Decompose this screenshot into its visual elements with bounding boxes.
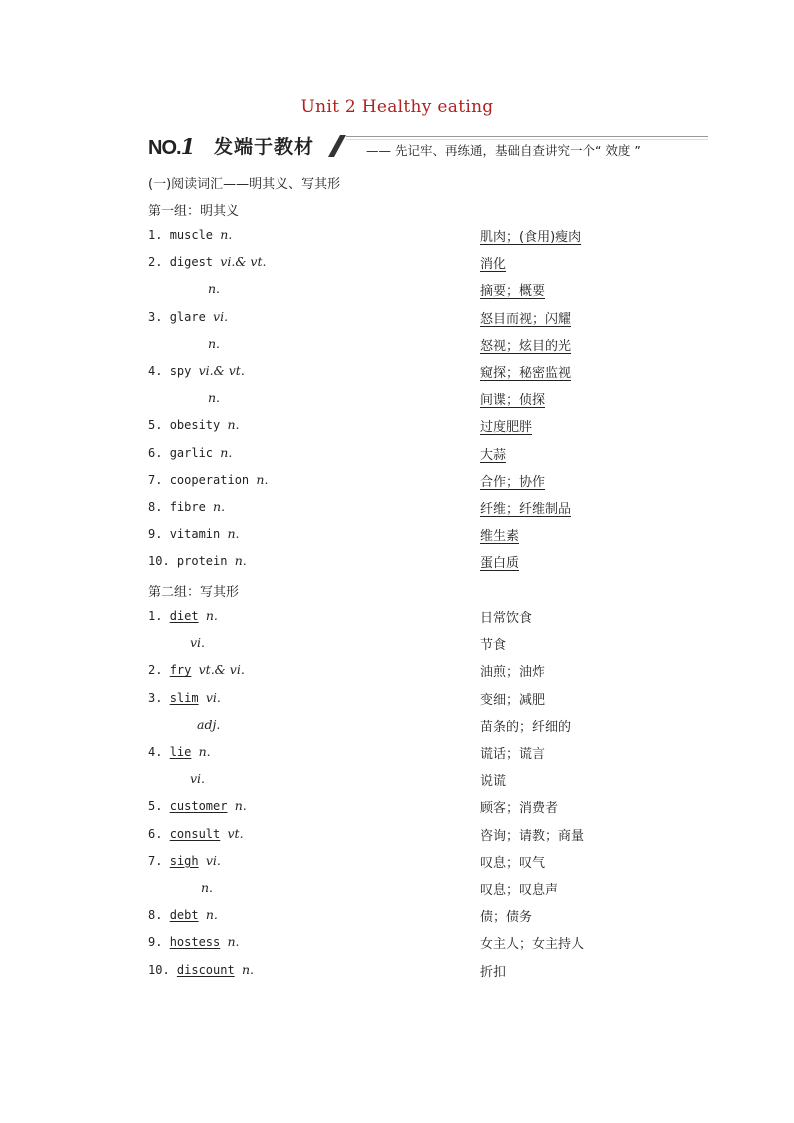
vocab-pos: n. (227, 934, 240, 950)
vocab-english (148, 934, 240, 949)
vocab-meaning: 顾客；消费者 (480, 801, 559, 817)
vocab-row (0, 336, 794, 356)
vocab-row (0, 798, 794, 818)
vocab-english (190, 635, 205, 650)
banner-rule (346, 136, 708, 137)
vocab-pos: vi.& vt. (220, 254, 267, 270)
vocab-english (148, 608, 218, 623)
vocab-pos: n. (227, 417, 240, 433)
vocab-number: 2. (148, 663, 170, 678)
vocab-pos: vt. (227, 825, 244, 841)
vocab-english (190, 771, 205, 786)
banner-rule-light (346, 139, 708, 140)
vocab-meaning: 说谎 (480, 774, 507, 790)
vocab-english (148, 744, 211, 759)
vocab-pos: n. (208, 281, 221, 297)
vocab-english (148, 254, 266, 269)
vocab-row (0, 417, 794, 437)
section-number-digit: 1 (180, 134, 195, 159)
vocab-word: sigh (169, 853, 199, 868)
vocab-pos: n. (234, 798, 247, 814)
vocab-pos: n. (201, 880, 214, 895)
vocab-english (148, 526, 240, 541)
vocab-english (148, 472, 268, 487)
vocab-pos: vi.& vt. (198, 363, 245, 378)
vocab-meaning: 怒视；炫目的光 (480, 338, 572, 354)
vocab-pos: n. (205, 907, 218, 923)
vocab-row (0, 553, 794, 573)
vocab-word: obesity (169, 418, 221, 433)
vocab-word: muscle (169, 228, 214, 242)
vocab-word: digest (169, 255, 214, 270)
vocab-row (0, 390, 794, 410)
vocab-english (148, 907, 218, 922)
vocab-number: 10. (148, 962, 177, 977)
vocab-english (148, 553, 247, 568)
group2-label: 第二组：写其形 (148, 585, 240, 600)
vocab-english (208, 336, 220, 351)
vocab-number: 8. (148, 500, 170, 514)
vocab-number: 4. (148, 364, 170, 378)
vocab-english (148, 853, 221, 868)
vocab-row (0, 499, 794, 519)
vocab-pos: n. (198, 744, 211, 759)
vocab-row (0, 690, 794, 710)
vocab-row (0, 744, 794, 764)
vocab-meaning: 变细；减肥 (480, 692, 546, 708)
vocab-english (148, 417, 240, 432)
vocab-row (0, 281, 794, 301)
vocab-meaning: 叹息；叹气 (480, 855, 546, 871)
vocab-word: consult (169, 826, 221, 841)
vocab-row (0, 608, 794, 628)
vocab-meaning: 摘要；概要 (480, 284, 546, 300)
vocab-meaning: 咨询；请教；商量 (480, 828, 585, 844)
vocab-word: protein (176, 554, 228, 569)
vocab-row (0, 526, 794, 546)
vocab-pos: n. (241, 961, 254, 977)
vocab-row (0, 907, 794, 927)
vocab-word: diet (169, 609, 199, 623)
vocab-number: 1. (148, 609, 170, 623)
vocab-english (148, 445, 232, 460)
vocab-english (208, 390, 220, 405)
vocab-pos: n. (208, 335, 221, 351)
vocab-word: hostess (169, 935, 221, 950)
section-number-prefix: NO. (148, 137, 181, 159)
vocab-number: 9. (148, 935, 170, 950)
vocab-english (148, 798, 247, 813)
vocab-number: 5. (148, 799, 170, 814)
vocab-number: 8. (148, 908, 170, 923)
vocab-row (0, 962, 794, 982)
part-heading: (一)阅读词汇——明其义、写其形 (148, 177, 341, 192)
vocab-english (197, 717, 220, 732)
vocab-pos: n. (220, 444, 233, 460)
vocab-meaning: 合作；协作 (480, 474, 546, 490)
vocab-number: 3. (148, 690, 170, 705)
vocab-number: 10. (148, 554, 177, 569)
vocab-number: 7. (148, 853, 170, 868)
vocab-row (0, 254, 794, 274)
vocab-row (0, 227, 794, 247)
vocab-word: debt (169, 908, 199, 923)
vocab-english (148, 826, 244, 841)
vocab-english (148, 227, 232, 242)
vocab-pos: n. (227, 526, 240, 542)
vocab-number: 2. (148, 255, 170, 270)
vocab-word: cooperation (169, 472, 250, 487)
page-title: Unit 2 Healthy eating (300, 97, 494, 117)
vocab-word: garlic (169, 445, 214, 460)
vocab-word: slim (169, 690, 199, 705)
vocab-pos: vi. (190, 771, 206, 787)
vocab-meaning: 债；债务 (480, 910, 533, 926)
vocab-row (0, 662, 794, 682)
vocab-meaning: 油煎；油炸 (480, 665, 546, 681)
vocab-number: 6. (148, 445, 170, 460)
vocab-pos: vi. (205, 689, 221, 705)
vocab-meaning: 折扣 (480, 964, 507, 980)
section-banner (148, 131, 710, 161)
vocab-number: 3. (148, 309, 170, 324)
vocab-row (0, 717, 794, 737)
vocab-english (201, 880, 213, 895)
vocab-row (0, 363, 794, 383)
vocab-meaning: 女主人；女主持人 (480, 937, 585, 953)
vocab-number: 1. (148, 228, 170, 242)
vocab-row (0, 853, 794, 873)
vocab-row (0, 635, 794, 655)
vocab-meaning: 纤维；纤维制品 (480, 502, 572, 517)
vocab-word: customer (169, 799, 228, 814)
vocab-pos: n. (208, 390, 221, 406)
vocab-meaning: 过度肥胖 (480, 420, 533, 436)
vocab-number: 6. (148, 826, 170, 841)
vocab-pos: n. (213, 499, 226, 514)
vocab-word: lie (169, 745, 192, 759)
vocab-meaning: 蛋白质 (480, 556, 520, 572)
vocab-english (148, 363, 245, 378)
vocab-pos: vi. (213, 308, 229, 324)
section-number (148, 134, 194, 160)
section-tagline: —— 先记牢、再练通，基础自查讲究一个“ 效度 ” (366, 143, 641, 158)
vocab-english (148, 309, 228, 324)
vocab-meaning: 间谍；侦探 (480, 393, 546, 409)
vocab-pos: n. (220, 227, 233, 242)
vocab-english (148, 962, 254, 977)
vocab-row (0, 880, 794, 900)
vocab-meaning: 谎话；谎言 (480, 747, 546, 762)
vocab-english (148, 662, 245, 677)
vocab-meaning: 消化 (480, 257, 507, 273)
vocab-word: fibre (169, 500, 206, 514)
vocab-pos: vi. (190, 635, 206, 651)
vocab-row (0, 771, 794, 791)
vocab-pos: n. (234, 553, 247, 569)
vocab-meaning: 维生素 (480, 529, 520, 545)
vocab-english (148, 690, 221, 705)
vocab-row (0, 472, 794, 492)
vocab-number: 9. (148, 527, 170, 542)
vocab-row (0, 934, 794, 954)
vocab-pos: vt.& vi. (198, 662, 245, 678)
vocab-meaning: 肌肉；(食用)瘦肉 (480, 230, 582, 245)
vocab-pos: n. (205, 608, 218, 623)
vocab-word: vitamin (169, 527, 221, 542)
section-heading: 发端于教材 (214, 136, 315, 158)
vocab-word: spy (169, 364, 192, 378)
vocab-meaning: 窥探；秘密监视 (480, 366, 572, 381)
group1-label: 第一组：明其义 (148, 204, 240, 219)
vocab-english (208, 281, 220, 296)
vocab-row (0, 826, 794, 846)
vocab-pos: n. (256, 471, 269, 487)
vocab-word: fry (169, 663, 192, 678)
vocab-meaning: 怒目而视；闪耀 (480, 311, 572, 327)
vocab-row (0, 309, 794, 329)
vocab-meaning: 叹息；叹息声 (480, 883, 559, 898)
vocab-english (148, 499, 225, 514)
vocab-meaning: 日常饮食 (480, 611, 533, 626)
vocab-word: glare (169, 309, 206, 324)
vocab-word: discount (176, 962, 235, 977)
vocab-pos: adj. (197, 716, 221, 732)
vocab-number: 5. (148, 418, 170, 433)
vocab-number: 7. (148, 472, 170, 487)
vocab-number: 4. (148, 745, 170, 759)
vocab-meaning: 节食 (480, 638, 507, 654)
vocab-meaning: 苗条的；纤细的 (480, 719, 572, 735)
vocab-row (0, 445, 794, 465)
vocab-meaning: 大蒜 (480, 447, 507, 463)
vocab-pos: vi. (205, 852, 221, 868)
